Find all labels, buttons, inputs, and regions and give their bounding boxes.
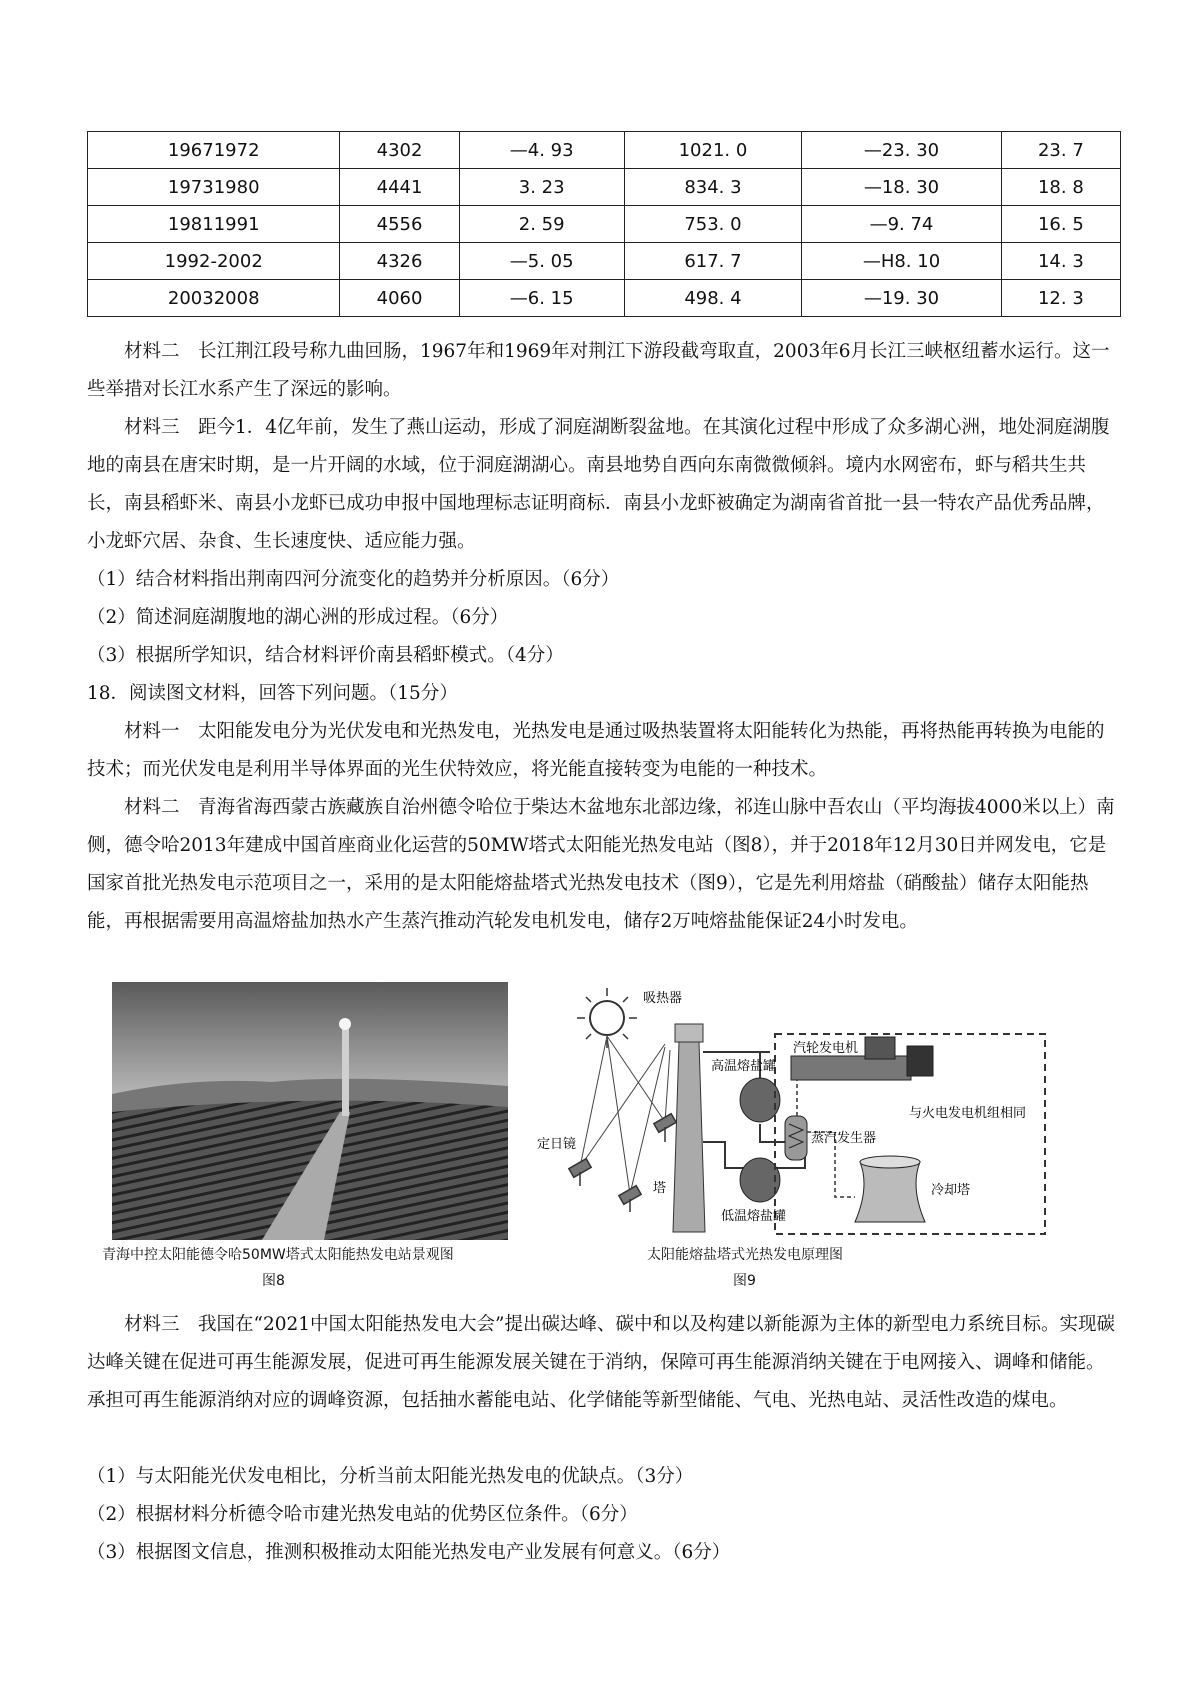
table-cell: 14. 3 <box>1001 243 1120 280</box>
table-cell: 4441 <box>340 169 459 206</box>
label-cooling-tower: 冷却塔 <box>931 1183 971 1198</box>
q18-question-2: （2）根据材料分析德令哈市建光热发电站的优势区位条件。（6分） <box>87 1504 638 1525</box>
solar-principle-diagram <box>535 982 1060 1240</box>
table-row <box>88 132 1121 169</box>
steam-generator-icon <box>785 1116 807 1160</box>
table-cell: 19671972 <box>88 132 340 169</box>
q18-material-3: 材料三 我国在“2021中国太阳能热发电大会”提出碳达峰、碳中和以及构建以新能源为主体的新型电力系统目标。实现碳达峰关键在促进可再生能源发展，促进可再生能源发展关键在于消纳，保障可再生能源消纳关键在于电网接入、调峰和储能。承担可再生能源消纳对应的调峰资源，包括抽水蓄能电站、化学储能等新型储能、气电、光热电站、灵活性改造的煤电。 <box>87 1314 1116 1411</box>
label-absorber: 吸热器 <box>643 991 683 1006</box>
figure-8-caption: 青海中控太阳能德令哈50MW塔式太阳能热发电站景观图 <box>102 1247 454 1263</box>
table-cell: 18. 8 <box>1001 169 1120 206</box>
q17-material-3: 材料三 距今1．4亿年前，发生了燕山运动，形成了洞庭湖断裂盆地。在其演化过程中形成了众多湖心洲，地处洞庭湖腹地的南县在唐宋时期，是一片开阔的水域，位于洞庭湖湖心。南县地势自西向东南微微倾斜。境内水网密布，虾与稻共生共长，南县稻虾米、南县小龙虾已成功申报中国地理标志证明商标．南县小龙虾被确定为湖南省首批一县一特农产品优秀品牌，小龙虾穴居、杂食、生长速度快、适应能力强。 <box>87 417 1110 552</box>
table-row <box>88 280 1121 317</box>
table-cell: 753. 0 <box>624 206 802 243</box>
q18-title: 18．阅读图文材料，回答下列问题。（15分） <box>87 683 458 704</box>
data-table <box>87 131 1121 317</box>
label-cold-tank: 低温熔盐罐 <box>721 1209 787 1224</box>
table-cell: 16. 5 <box>1001 206 1120 243</box>
table-cell: 20032008 <box>88 280 340 317</box>
label-heliostat: 定日镜 <box>537 1137 577 1152</box>
table-cell: 617. 7 <box>624 243 802 280</box>
figure-9 <box>535 982 1060 1292</box>
q18-question-1: （1）与太阳能光伏发电相比，分析当前太阳能光热发电的优缺点。（3分） <box>87 1466 694 1487</box>
figure-9-label: 图9 <box>733 1273 756 1289</box>
table-row <box>88 206 1121 243</box>
table-cell: 4302 <box>340 132 459 169</box>
figure-8 <box>102 982 508 1289</box>
table-cell: 19811991 <box>88 206 340 243</box>
figure-9-caption: 太阳能熔盐塔式光热发电原理图 <box>647 1247 843 1263</box>
tower-icon <box>673 1024 705 1232</box>
table-row <box>88 243 1121 280</box>
table-cell: 1021. 0 <box>624 132 802 169</box>
solar-plant-photo <box>112 982 508 1240</box>
table-cell: —18. 30 <box>802 169 1002 206</box>
table-row <box>88 169 1121 206</box>
table-cell: 12. 3 <box>1001 280 1120 317</box>
table-cell: —23. 30 <box>802 132 1002 169</box>
q17-question-2: （2）简述洞庭湖腹地的湖心洲的形成过程。（6分） <box>87 607 509 628</box>
label-tower: 塔 <box>653 1181 667 1196</box>
label-steam-generator: 蒸汽发生器 <box>811 1131 877 1146</box>
q18-question-3: （3）根据图文信息，推测积极推动太阳能光热发电产业发展有何意义。（6分） <box>87 1542 731 1563</box>
table-cell: —5. 05 <box>459 243 624 280</box>
q17-question-1: （1）结合材料指出荆南四河分流变化的趋势并分析原因。（6分） <box>87 569 620 590</box>
table-cell: 4556 <box>340 206 459 243</box>
q17-question-3: （3）根据所学知识，结合材料评价南县稻虾模式。（4分） <box>87 645 564 666</box>
q18-material-2: 材料二 青海省海西蒙古族藏族自治州德令哈位于柴达木盆地东北部边缘，祁连山脉中吾农山（平均海拔4000米以上）南侧，德令哈2013年建成中国首座商业化运营的50MW塔式太阳能光热发电站（图8），并于2018年12月30日并网发电，它是国家首批光热发电示范项目之一，采用的是太阳能熔盐塔式光热发电技术（图9），它是先利用熔盐（硝酸盐）储存太阳能热能，再根据需要用高温熔盐加热水产生蒸汽推动汽轮发电机发电，储存2万吨熔盐能保证24小时发电。 <box>87 797 1115 932</box>
table-cell: 4060 <box>340 280 459 317</box>
table-cell: 2. 59 <box>459 206 624 243</box>
table-cell: —9. 74 <box>802 206 1002 243</box>
table-cell: 498. 4 <box>624 280 802 317</box>
table-cell: —6. 15 <box>459 280 624 317</box>
table-cell: 4326 <box>340 243 459 280</box>
table-cell: 834. 3 <box>624 169 802 206</box>
heliostat-icon <box>569 1114 676 1212</box>
table-cell: 23. 7 <box>1001 132 1120 169</box>
cooling-tower-icon <box>855 1156 925 1222</box>
label-same-as-thermal: 与火电发电机组相同 <box>909 1106 1027 1121</box>
table-cell: —19. 30 <box>802 280 1002 317</box>
table-cell: 19731980 <box>88 169 340 206</box>
table-cell: 3. 23 <box>459 169 624 206</box>
table-cell: 1992-2002 <box>88 243 340 280</box>
q17-material-2: 材料二 长江荆江段号称九曲回肠，1967年和1969年对荆江下游段截弯取直，2003年6月长江三峡枢纽蓄水运行。这一些举措对长江水系产生了深远的影响。 <box>87 341 1110 400</box>
q18-material-1: 材料一 太阳能发电分为光伏发电和光热发电，光热发电是通过吸热装置将太阳能转化为热能，再将热能再转换为电能的技术；而光伏发电是利用半导体界面的光生伏特效应，将光能直接转变为电能的一种技术。 <box>87 721 1105 780</box>
label-turbine: 汽轮发电机 <box>793 1041 859 1056</box>
table-cell: —H8. 10 <box>802 243 1002 280</box>
table-cell: —4. 93 <box>459 132 624 169</box>
figure-8-label: 图8 <box>262 1273 285 1289</box>
label-hot-tank: 高温熔盐罐 <box>711 1059 777 1074</box>
